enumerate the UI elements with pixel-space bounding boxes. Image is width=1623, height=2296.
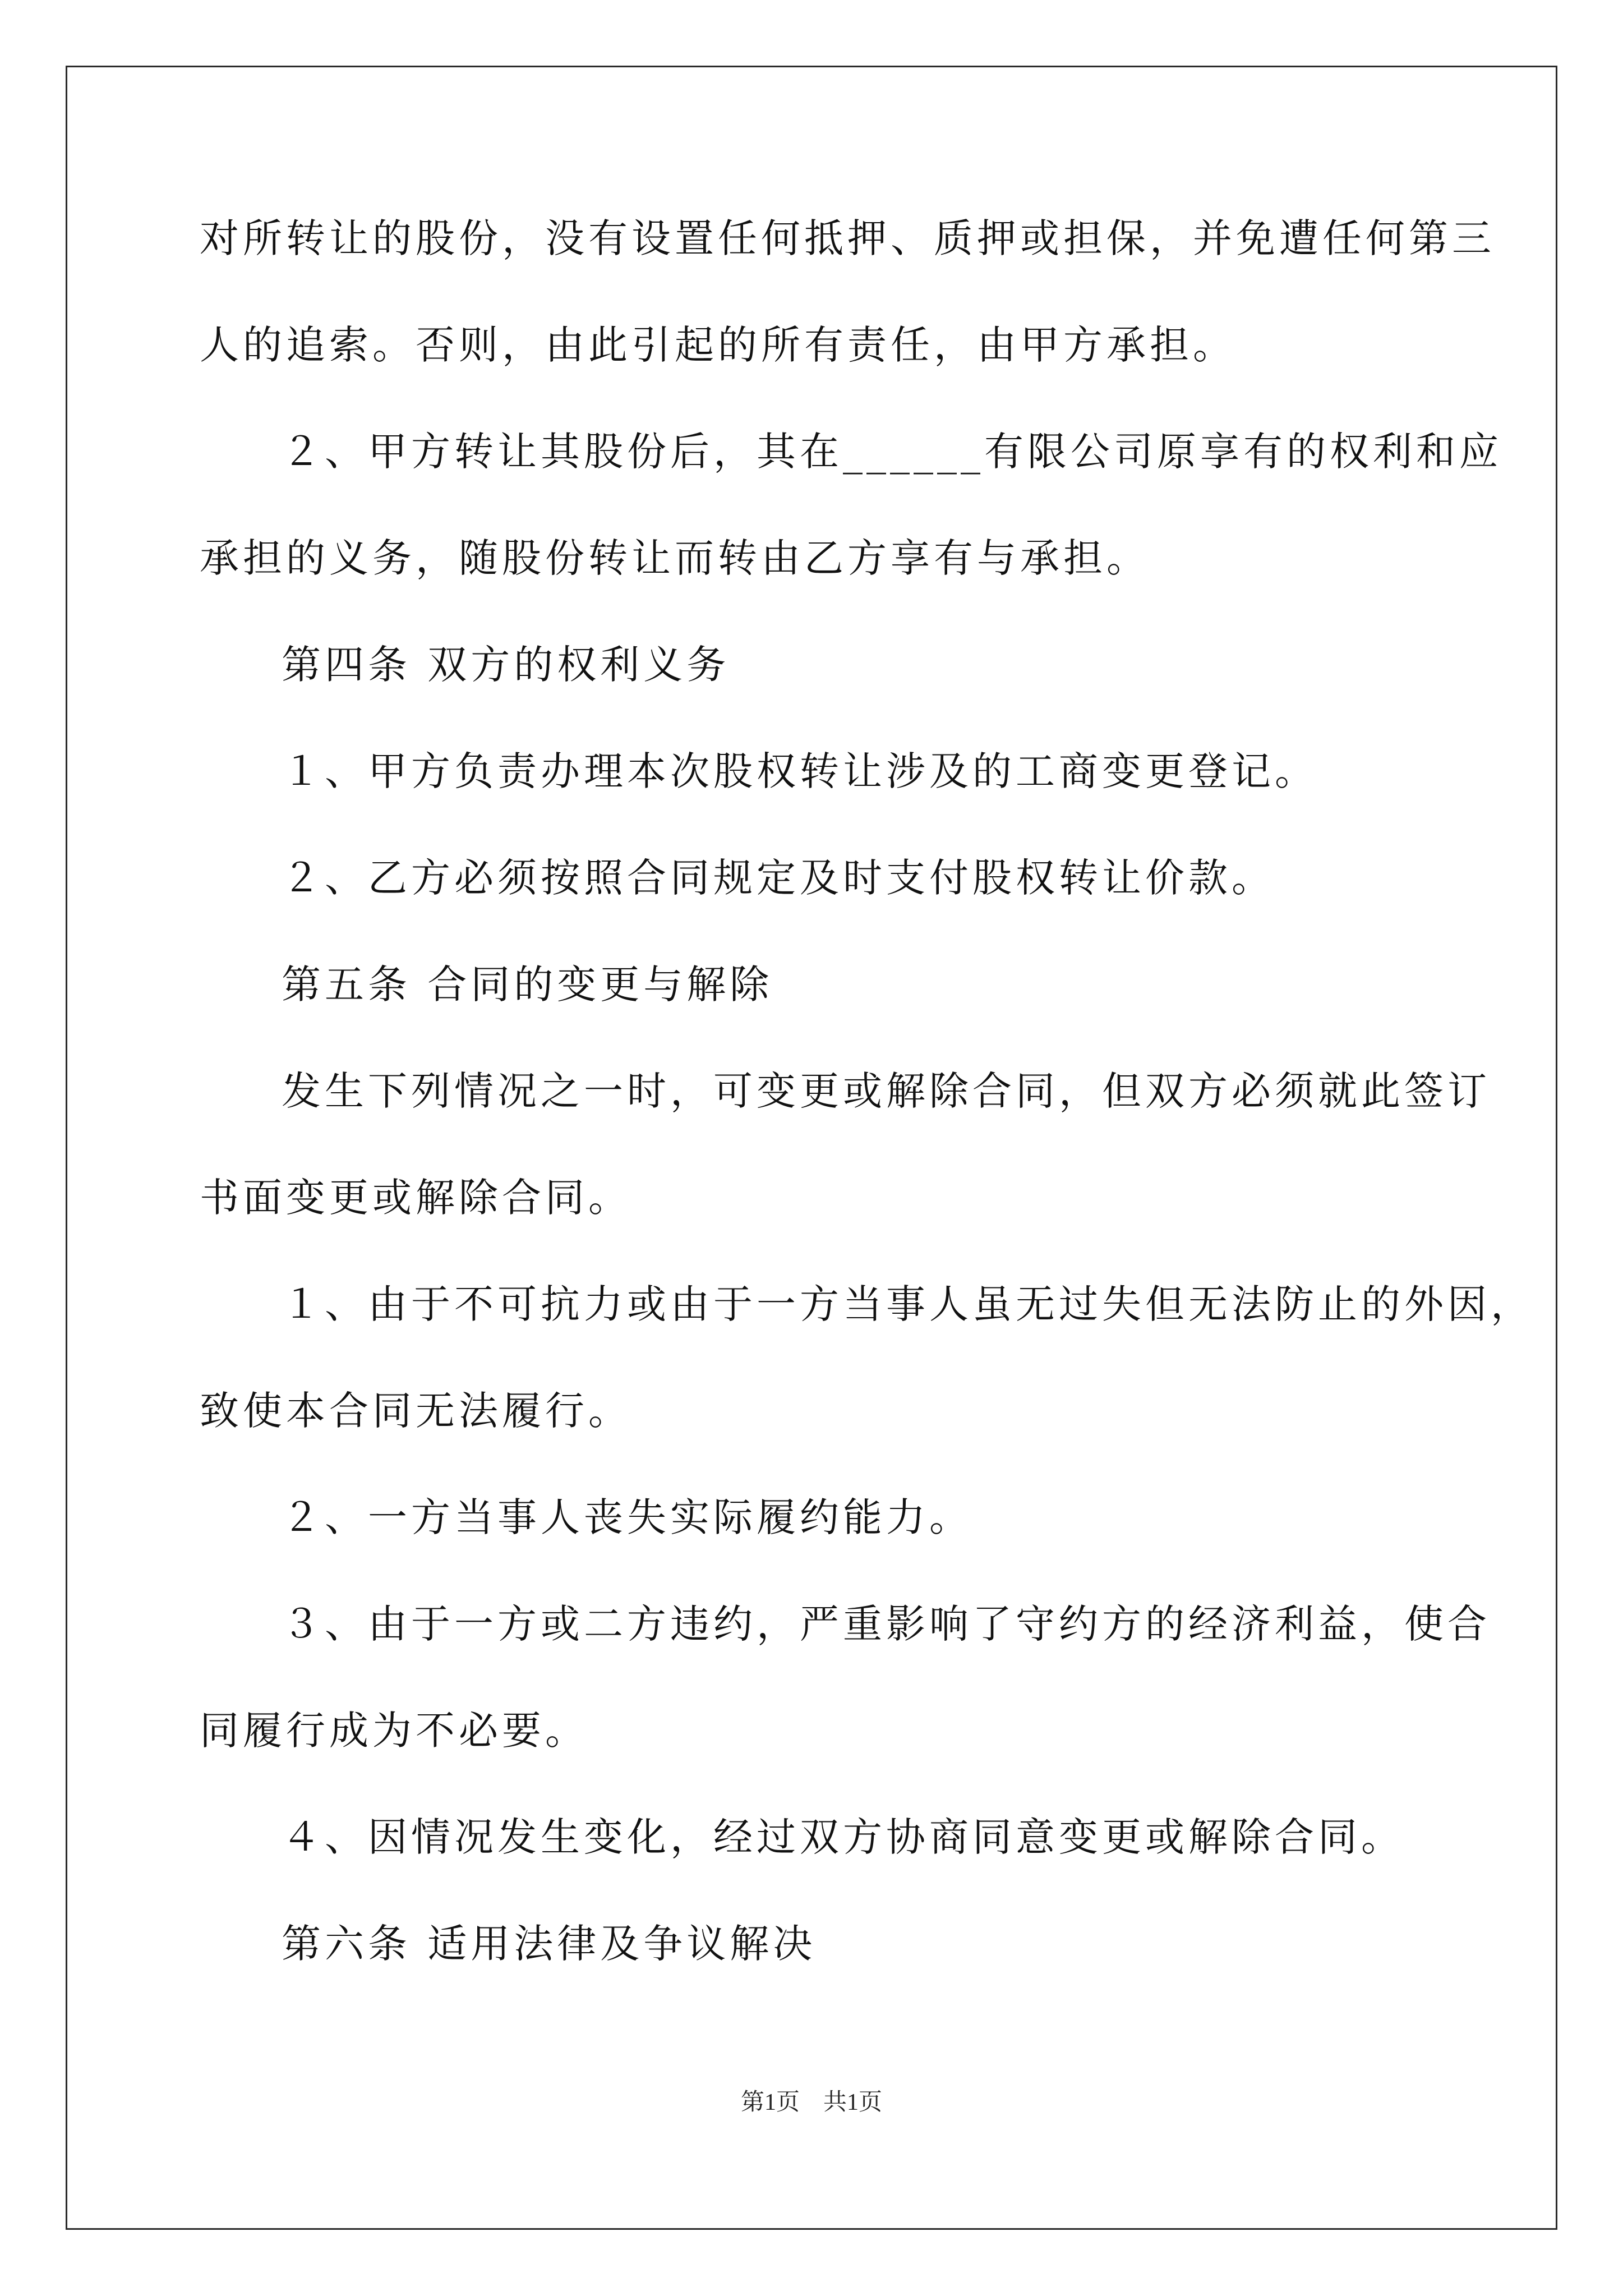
text-line: 致使本合同无法履行。: [200, 1388, 631, 1434]
text-line: 发生下列情况之一时，可变更或解除合同，但双方必须就此签订: [282, 1068, 1491, 1114]
text-line: 书面变更或解除合同。: [200, 1175, 631, 1221]
article-heading: 第四条 双方的权利义务: [282, 642, 730, 688]
page-number: 第1页 共1页: [740, 2090, 882, 2115]
text-line: 承担的义务，随股份转让而转由乙方享有与承担。: [200, 535, 1150, 581]
text-line: ２、一方当事人丧失实际履约能力。: [282, 1494, 972, 1540]
text-line: ２、甲方转让其股份后，其在______有限公司原享有的权利和应: [282, 429, 1502, 475]
text-line: １、由于不可抗力或由于一方当事人虽无过失但无法防止的外因，: [282, 1281, 1534, 1327]
text-line: 同履行成为不必要。: [200, 1708, 588, 1754]
text-line: ４、因情况发生变化，经过双方协商同意变更或解除合同。: [282, 1814, 1404, 1860]
article-heading: 第六条 适用法律及争议解决: [282, 1921, 817, 1967]
text-line: 对所转让的股份，没有设置任何抵押、质押或担保，并免遭任何第三: [200, 215, 1495, 261]
text-line: ３、由于一方或二方违约，严重影响了守约方的经济利益，使合: [282, 1601, 1491, 1647]
text-line: 人的追索。否则，由此引起的所有责任，由甲方承担。: [200, 322, 1236, 368]
page-border: [66, 66, 1557, 2230]
article-heading: 第五条 合同的变更与解除: [282, 961, 773, 1007]
text-line: ２、乙方必须按照合同规定及时支付股权转让价款。: [282, 855, 1275, 901]
text-line: １、甲方负责办理本次股权转让涉及的工商变更登记。: [282, 748, 1318, 794]
